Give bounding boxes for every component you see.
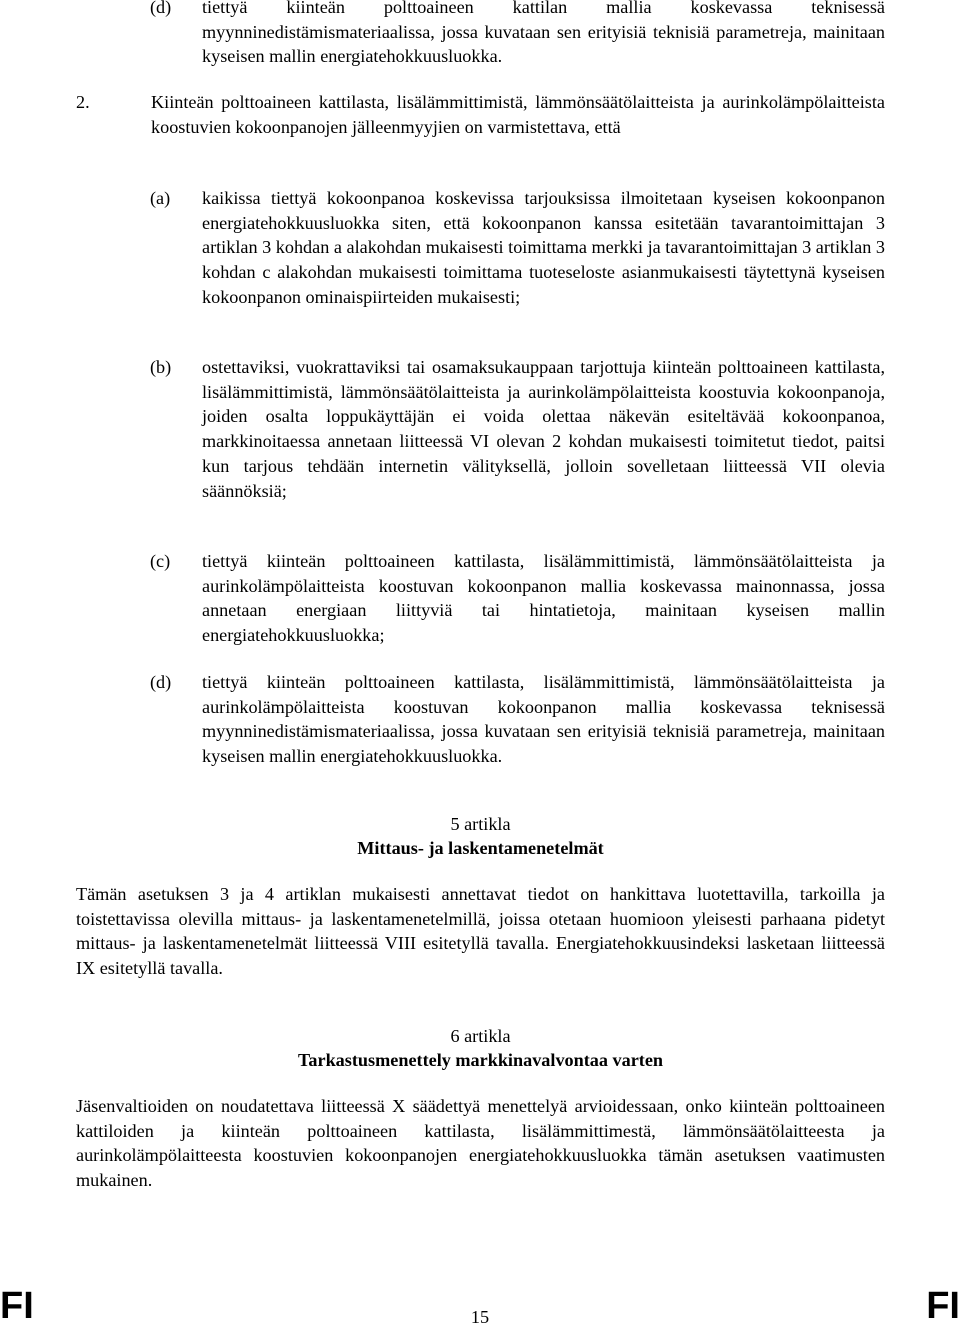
article-6-title: Tarkastusmenettely markkinavalvontaa varten <box>297 1050 664 1070</box>
subitem-label-b: (b) <box>150 357 172 377</box>
article-5-number: 5 artikla <box>450 814 511 834</box>
footer-language-code-left: FI <box>0 1285 34 1327</box>
footer-language-code-right: FI <box>926 1285 960 1327</box>
article-6-body: Jäsenvaltioiden on noudatettava liitteessä X säädettyä menettelyä arvioidessaan, onko kiinteän polttoaineen kattiloiden ja kiinteän polttoaineen kattilasta, lisälämmittimestä, lämmönsäätölaitteesta ja aurinkolämpölaitteesta koostuvien kokoonpanojen energiatehokkuusluokka tämän asetuksen vaatimusten mukainen. <box>76 1096 885 1191</box>
item-label-d-continued: (d) <box>150 0 172 17</box>
subitem-label-a: (a) <box>150 188 171 208</box>
article-5-body: Tämän asetuksen 3 ja 4 artiklan mukaisesti annettavat tiedot on hankittava luotettavilla, tarkoilla ja toistettavissa olevilla mittaus- ja laskentamenetelmillä, joissa otetaan huomioon yleisesti parhaana pidetyt mittaus- ja laskentamenetelmät liitteessä VIII esitetyllä tavalla. Energiatehokkuusindeksi lasketaan liitteessä IX esitetyllä tavalla. <box>76 884 885 979</box>
subitem-text-a: kaikissa tiettyä kokoonpanoa koskevissa tarjouksissa ilmoitetaan kyseisen kokoonpanon energiatehokkuusluokka siten, että kokoonpanon kanssa esitetään tavarantoimittajan 3 artiklan 3 kohdan a alakohdan mukaisesti toimittama merkki ja tavarantoimittajan 3 artiklan 3 kohdan c alakohdan mukaisesti toimittama tuoteseloste asianmukaisesti täytettynä kyseisen kokoonpanon ominaispiirteiden mukaisesti; <box>202 188 885 307</box>
subitem-label-d: (d) <box>150 672 172 692</box>
subitem-text-d: tiettyä kiinteän polttoaineen kattilasta, lisälämmittimistä, lämmönsäätölaitteista ja aurinkolämpölaitteista koostuvan kokoonpanon mallia koskevassa teknisessä myynninedistämismateriaalissa, jossa kuvataan sen erityisiä teknisiä parametreja, mainitaan kyseisen mallin energiatehokkuusluokka. <box>202 672 885 767</box>
subitem-label-c: (c) <box>150 551 171 571</box>
subitem-text-b: ostettaviksi, vuokrattaviksi tai osamaksukauppaan tarjottuja kiinteän polttoaineen kattilasta, lisälämmittimistä, lämmönsäätölaitteista ja aurinkolämpölaitteista koostuvia kokoonpanoja, joiden osalta loppukäyttäjän ei voida olettaa näkevän esiteltävää kokoonpanoa, markkinoitaessa annetaan liitteessä VI olevan 2 kohdan mukaisesti toimitetut tiedot, paitsi kun tarjous tehdään internetin välityksellä, jolloin sovelletaan liitteessä VII olevia säännöksiä; <box>202 357 885 501</box>
item-number-2: 2. <box>76 92 90 112</box>
item-text-2: Kiinteän polttoaineen kattilasta, lisälämmittimistä, lämmönsäätölaitteista ja aurinkolämpölaitteista koostuvien kokoonpanojen jälleenmyyjien on varmistettava, että <box>151 92 885 137</box>
subitem-text-c: tiettyä kiinteän polttoaineen kattilasta, lisälämmittimistä, lämmönsäätölaitteista ja aurinkolämpölaitteista koostuvan kokoonpanon mallia koskevassa mainonnassa, jossa annetaan energiaan liittyviä tai hintatietoja, mainitaan kyseisen mallin energiatehokkuusluokka; <box>202 551 885 646</box>
page-number: 15 <box>470 1307 490 1327</box>
article-5-title: Mittaus- ja laskentamenetelmät <box>357 838 604 858</box>
article-6-number: 6 artikla <box>450 1026 511 1046</box>
item-text-d-continued: tiettyä kiinteän polttoaineen kattilan mallia koskevassa teknisessä myynninedistämismateriaalissa, jossa kuvataan sen erityisiä teknisiä parametreja, mainitaan kyseisen mallin energiatehokkuusluokka. <box>202 0 885 67</box>
